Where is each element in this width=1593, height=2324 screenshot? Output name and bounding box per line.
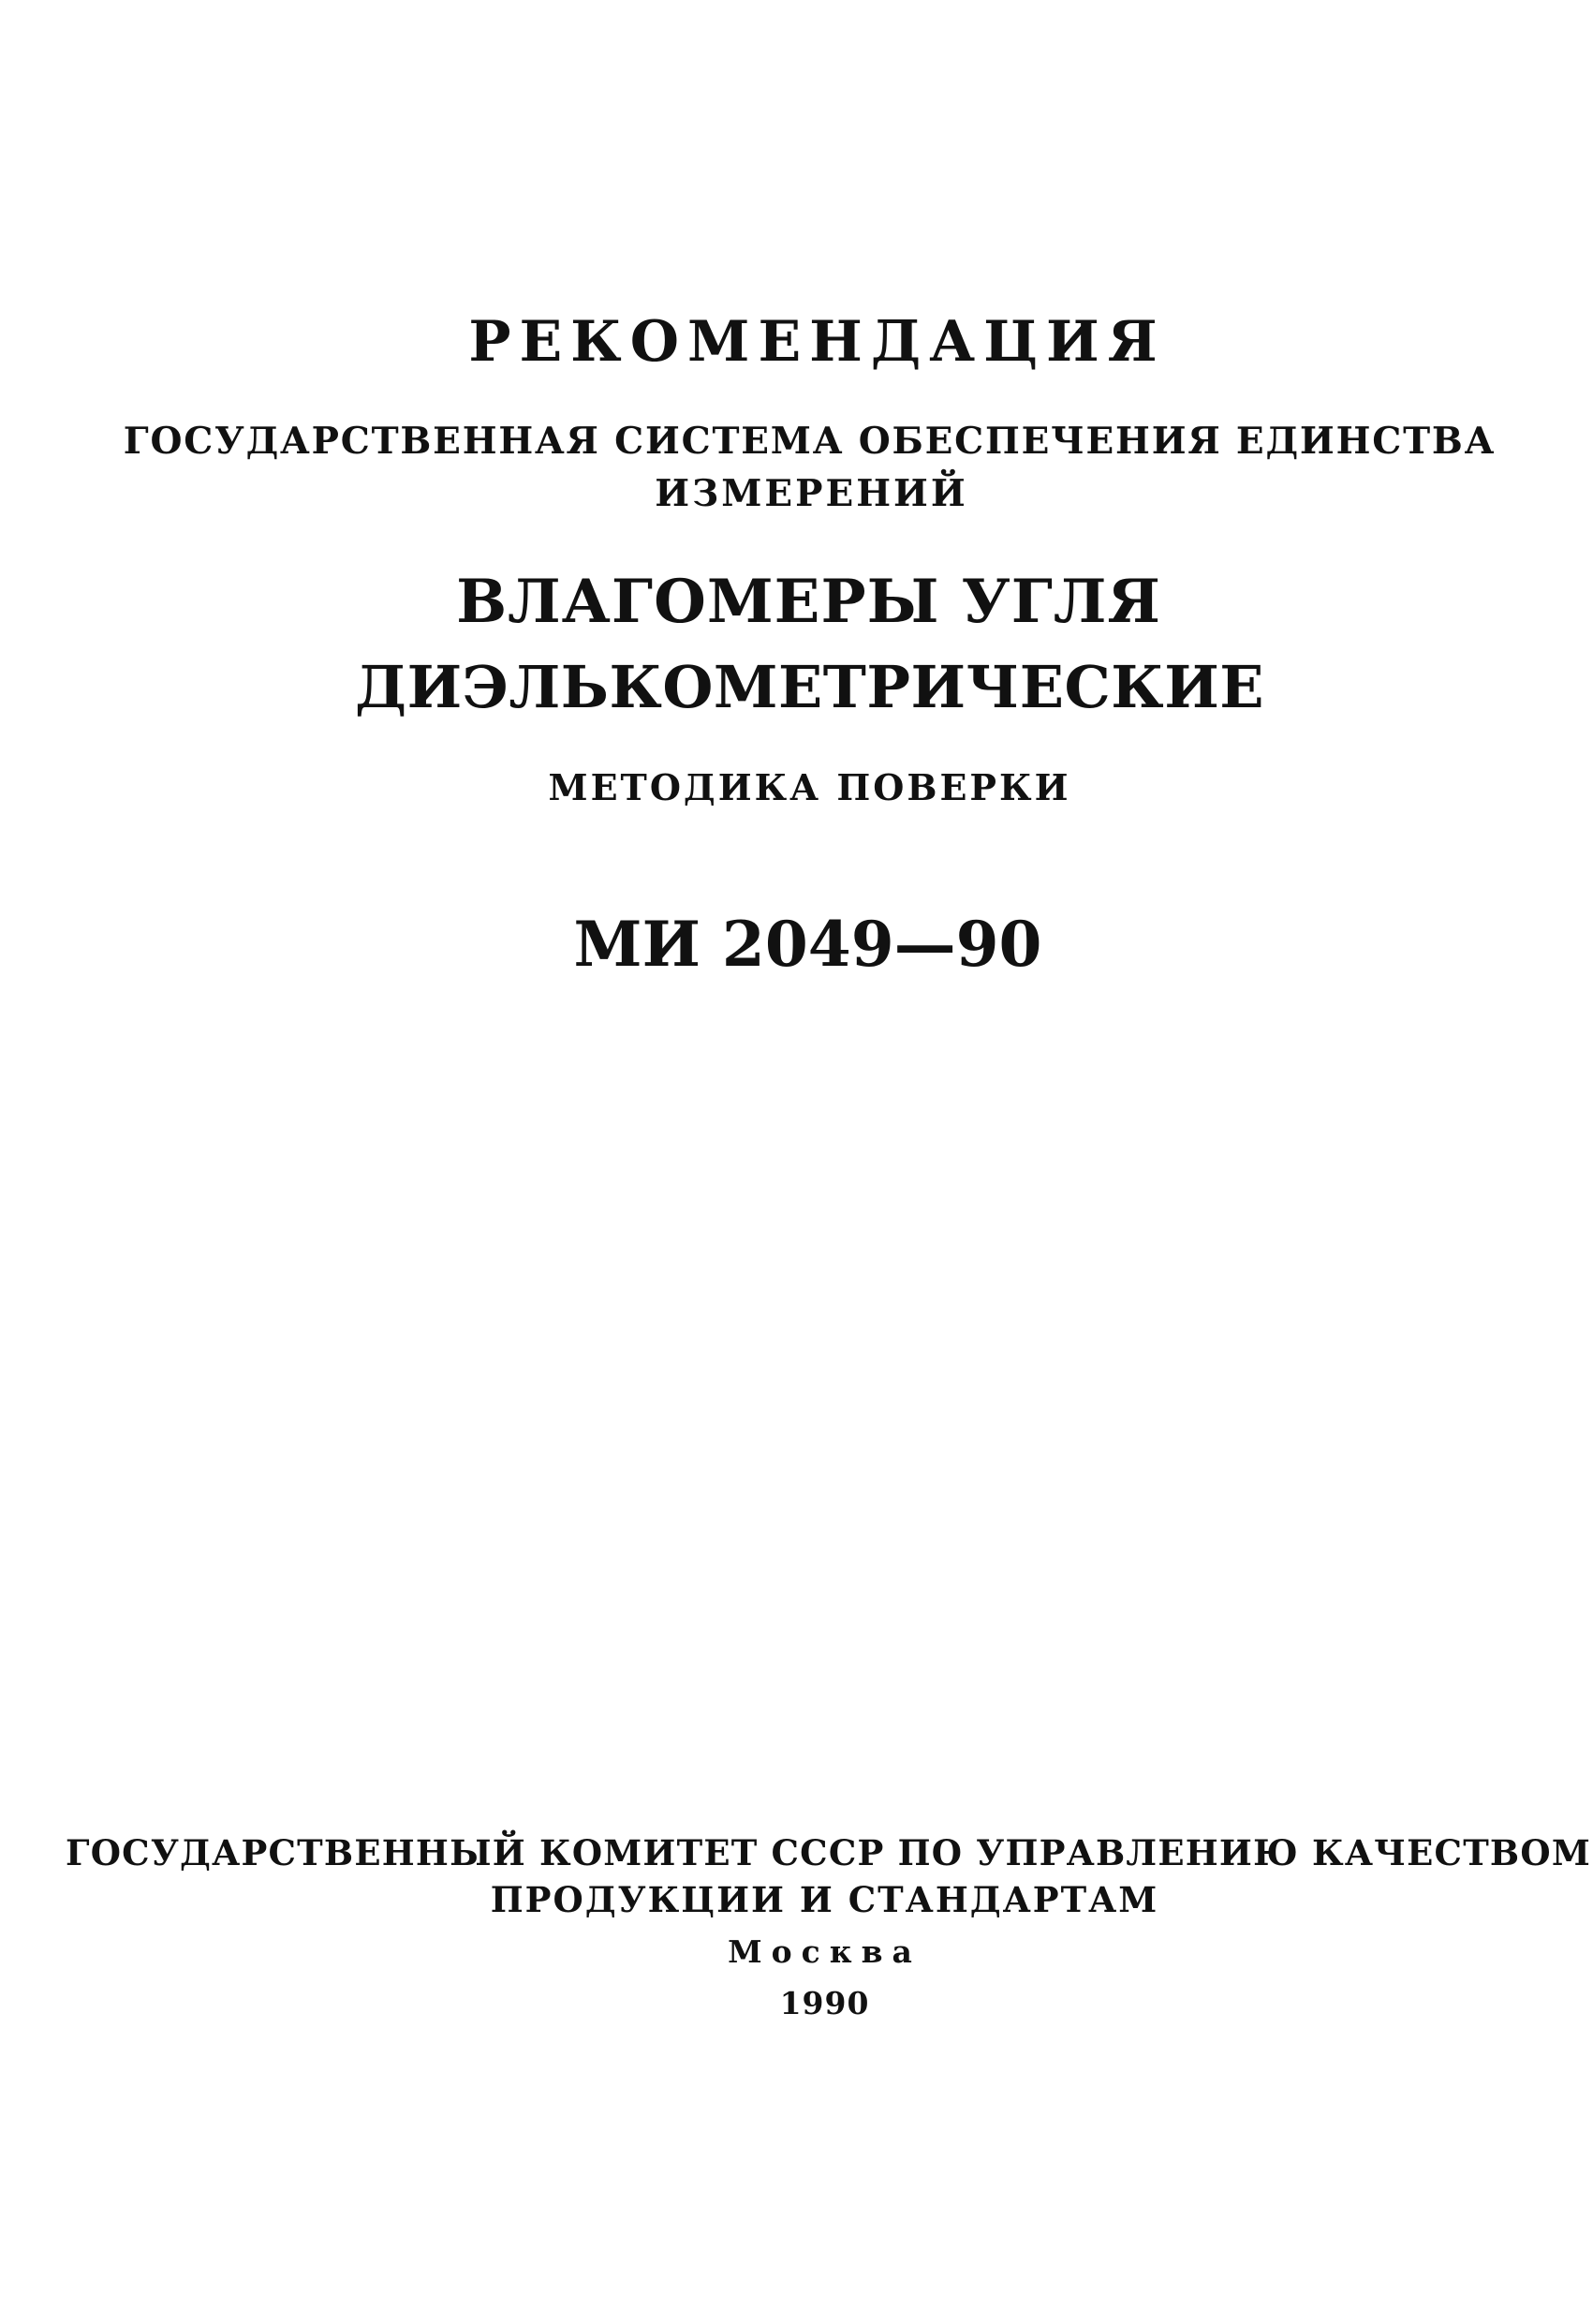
document-title-line-2: ДИЭЛЬКОМЕТРИЧЕСКИЕ xyxy=(354,653,1265,721)
document-code: МИ 2049—90 xyxy=(573,908,1042,981)
publisher-line-2: ПРОДУКЦИИ И СТАНДАРТАМ xyxy=(490,1879,1159,1920)
system-name-line-1: ГОСУДАРСТВЕННАЯ СИСТЕМА ОБЕСПЕЧЕНИЯ ЕДИНСТВА xyxy=(123,420,1497,463)
system-name-line-2: ИЗМЕРЕНИЙ xyxy=(655,472,968,515)
document-title-line-1: ВЛАГОМЕРЫ УГЛЯ xyxy=(456,567,1161,637)
document-subtitle: МЕТОДИКА ПОВЕРКИ xyxy=(548,766,1071,808)
document-type: РЕКОМЕНДАЦИЯ xyxy=(468,309,1166,375)
publication-city: Москва xyxy=(728,1933,922,1970)
publisher-line-1: ГОСУДАРСТВЕННЫЙ КОМИТЕТ СССР ПО УПРАВЛЕНИЮ КАЧЕСТВОМ xyxy=(66,1832,1591,1873)
publication-year: 1990 xyxy=(779,1985,870,2021)
